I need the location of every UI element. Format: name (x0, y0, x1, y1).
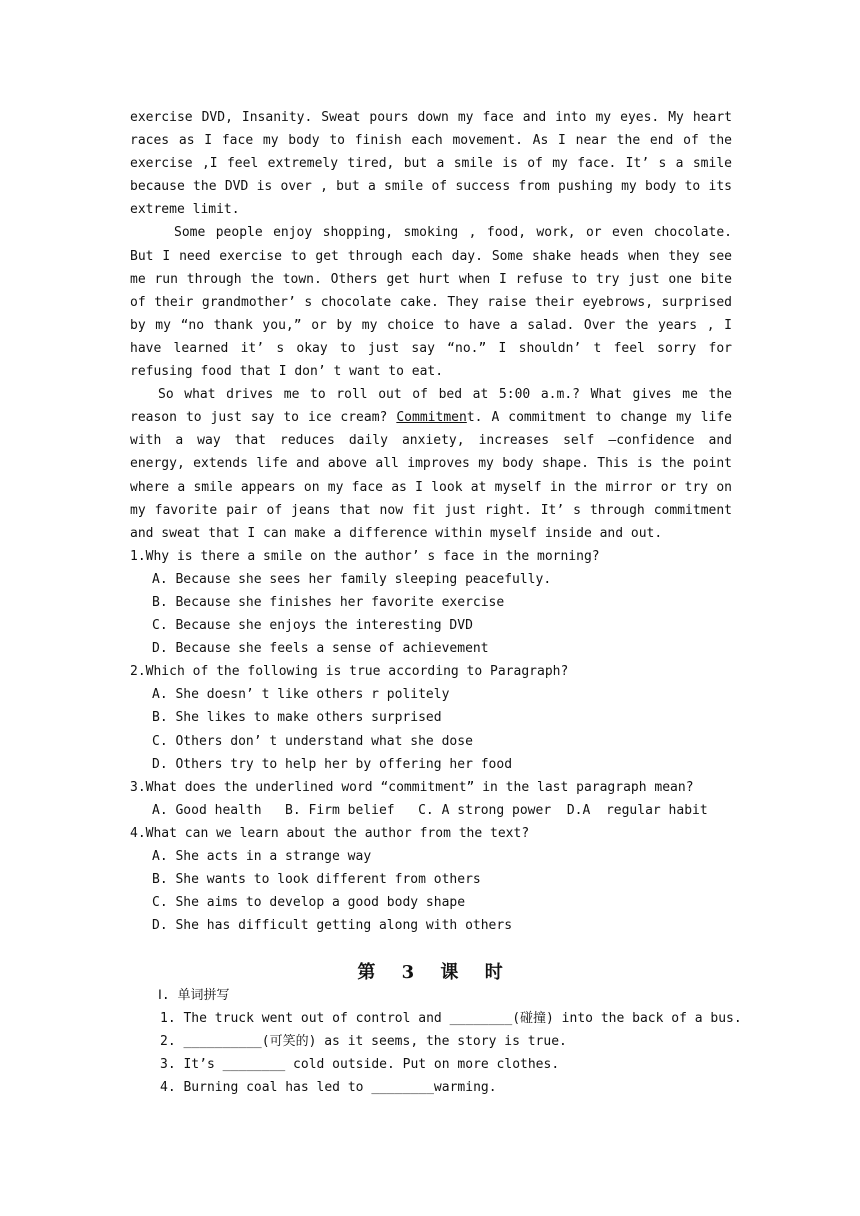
exercise-item-2: 2. __________(可笑的) as it seems, the story is true. (160, 1034, 567, 1049)
word-spelling-section (158, 984, 758, 1099)
option-d: D. Because she feels a sense of achievement (152, 641, 489, 657)
option-b: B. She likes to make others surprised (152, 710, 442, 726)
option-c: C. Others don’ t understand what she dose (152, 733, 473, 749)
option-b: B. Because she finishes her favorite exercise (152, 594, 505, 610)
question-stem: 3.What does the underlined word “commitment” in the last paragraph mean? (130, 779, 694, 795)
question-stem: 2.Which of the following is true according to Paragraph? (130, 664, 569, 680)
option-d: D. Others try to help her by offering her food (152, 756, 513, 772)
paragraph-1: exercise DVD, Insanity. Sweat pours down my face and into my eyes. My heart races as I face my body to finish each movement. As I near the end of the exercise ,I feel extremely tired, but a smile is of my face. It’ s a smile because the DVD is over , but a smile of success from pushing my body to its extreme limit. (130, 110, 732, 218)
underlined-word: Commitmen (396, 410, 467, 426)
lesson-title-char: 课 (440, 962, 459, 983)
option-b: B. She wants to look different from others (152, 872, 481, 888)
section-heading: Ⅰ. 单词拼写 (158, 988, 230, 1003)
reading-passage (130, 106, 732, 937)
option-a: A. She doesn’ t like others r politely (152, 687, 450, 703)
paragraph-2: Some people enjoy shopping, smoking , food, work, or even chocolate. But I need exercise to get through each day. Some shake heads when they see me run through the town. Others get hurt when I refuse to try just one bite of their grandmother’ s chocolate cake. They raise their eyebrows, surprised by my “no thank you,” or by my choice to have a salad. Over the years , I have learned it’ s okay to just say “no.” I shouldn’ t feel sorry for refusing food that I don’ t want to eat. (130, 225, 732, 380)
option-a: A. She acts in a strange way (152, 849, 372, 864)
question-2 (130, 660, 732, 775)
option-d: D. She has difficult getting along with others (152, 918, 513, 934)
paragraph-3-start: So what drives me to roll out of bed at 5:00 a.m.? What gives me the reason to just say to ice cream? (130, 387, 732, 426)
question-stem: 1.Why is there a smile on the author’ s face in the morning? (130, 548, 600, 564)
options-inline: A. Good health B. Firm belief C. A strong power D.A regular habit (152, 802, 708, 818)
lesson-title (0, 958, 860, 984)
lesson-title-char: 时 (484, 962, 503, 983)
question-1 (130, 545, 732, 660)
lesson-title-char: 第 (357, 962, 376, 983)
option-c: C. She aims to develop a good body shape (152, 895, 466, 911)
lesson-title-char: 3 (401, 962, 415, 983)
exercise-item-4: 4. Burning coal has led to ________warming. (160, 1080, 497, 1095)
exercise-item-1: 1. The truck went out of control and ________(碰撞) into the back of a bus. (160, 1011, 742, 1026)
paragraph-3 (130, 383, 732, 545)
paragraph-3-end: t. A commitment to change my life with a way that reduces daily anxiety, increases self –confidence and energy, extends life and above all improves my body shape. This is the point where a smile appears on my face as I look at myself in the mirror or try on my favorite pair of jeans that now fit just right. It’ s through commitment and sweat that I can make a difference within myself inside and out. (130, 410, 733, 541)
question-4 (130, 822, 732, 937)
question-stem: 4.What can we learn about the author from the text? (130, 825, 530, 841)
question-3 (130, 776, 732, 822)
option-a: A. Because she sees her family sleeping peacefully. (152, 571, 552, 587)
option-c: C. Because she enjoys the interesting DVD (152, 618, 473, 634)
exercise-item-3: 3. It’s ________ cold outside. Put on more clothes. (160, 1057, 560, 1072)
